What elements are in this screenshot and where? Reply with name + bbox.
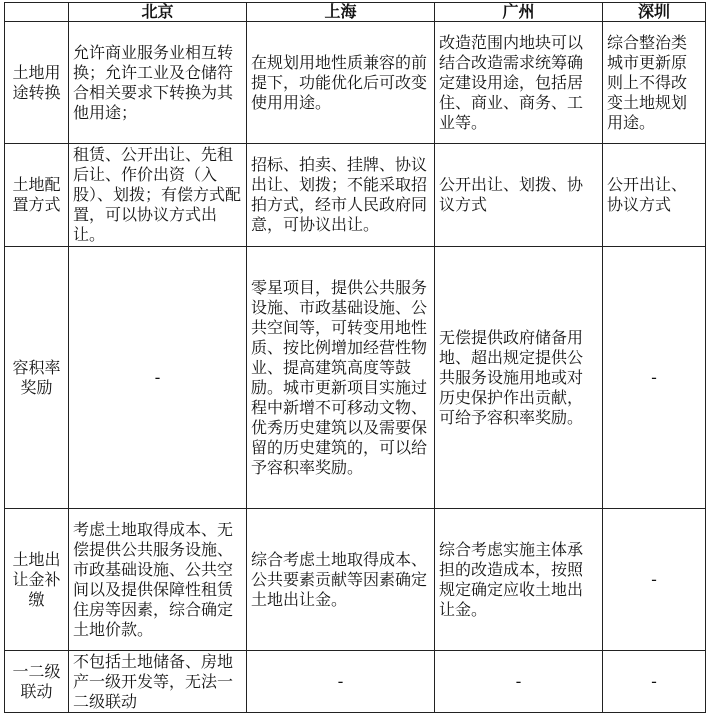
header-shanghai: 上海 (247, 3, 435, 22)
table-cell: - (603, 247, 706, 509)
table-cell: - (435, 651, 603, 713)
row-label: 土地用途转换 (5, 22, 69, 144)
table-cell: - (69, 247, 247, 509)
table-cell: 公开出让、协议方式 (603, 144, 706, 247)
table-cell: 租赁、公开出让、先租后让、作价出资（入股）、划拨；有偿方式配置，可以协议方式出让。 (69, 144, 247, 247)
table-row (5, 144, 706, 247)
header-shenzhen: 深圳 (603, 3, 706, 22)
row-label: 土地出让金补缴 (5, 509, 69, 651)
table-cell: 综合考虑实施主体承担的改造成本，按照规定确定应收土地出让金。 (435, 509, 603, 651)
header-beijing: 北京 (69, 3, 247, 22)
table-cell: 综合整治类城市更新原则上不得改变土地规划用途。 (603, 22, 706, 144)
table-row (5, 247, 706, 509)
table-cell: 零星项目，提供公共服务设施、市政基础设施、公共空间等，可转变用地性质、按比例增加经营性物业、提高建筑高度等鼓励。城市更新项目实施过程中新增不可移动文物、优秀历史建筑以及需要保留的历史建筑的，可以给予容积率奖励。 (247, 247, 435, 509)
row-label: 土地配置方式 (5, 144, 69, 247)
table-cell: 招标、拍卖、挂牌、协议出让、划拨；不能采取招拍方式，经市人民政府同意，可协议出让。 (247, 144, 435, 247)
table-cell: - (247, 651, 435, 713)
table-row (5, 509, 706, 651)
row-label: 容积率奖励 (5, 247, 69, 509)
table-cell: - (603, 651, 706, 713)
row-label: 一二级联动 (5, 651, 69, 713)
table-cell: 在规划用地性质兼容的前提下，功能优化后可改变使用用途。 (247, 22, 435, 144)
header-guangzhou: 广州 (435, 3, 603, 22)
table-cell: 考虑土地取得成本、无偿提供公共服务设施、市政基础设施、公共空间以及提供保障性租赁住房等因素，综合确定土地价款。 (69, 509, 247, 651)
table-cell: 允许商业服务业相互转换；允许工业及仓储符合相关要求下转换为其他用途； (69, 22, 247, 144)
policy-comparison-table (4, 2, 706, 713)
table-cell: 改造范围内地块可以结合改造需求统筹确定建设用途，包括居住、商业、商务、工业等。 (435, 22, 603, 144)
header-corner (5, 3, 69, 22)
table-cell: - (603, 509, 706, 651)
table-row (5, 22, 706, 144)
table-cell: 不包括土地储备、房地产一级开发等，无法一二级联动 (69, 651, 247, 713)
table-row (5, 651, 706, 713)
table-cell: 综合考虑土地取得成本、公共要素贡献等因素确定土地出让金。 (247, 509, 435, 651)
header-row (5, 3, 706, 22)
table-cell: 无偿提供政府储备用地、超出规定提供公共服务设施用地或对历史保护作出贡献，可给予容积率奖励。 (435, 247, 603, 509)
table-cell: 公开出让、划拨、协议方式 (435, 144, 603, 247)
